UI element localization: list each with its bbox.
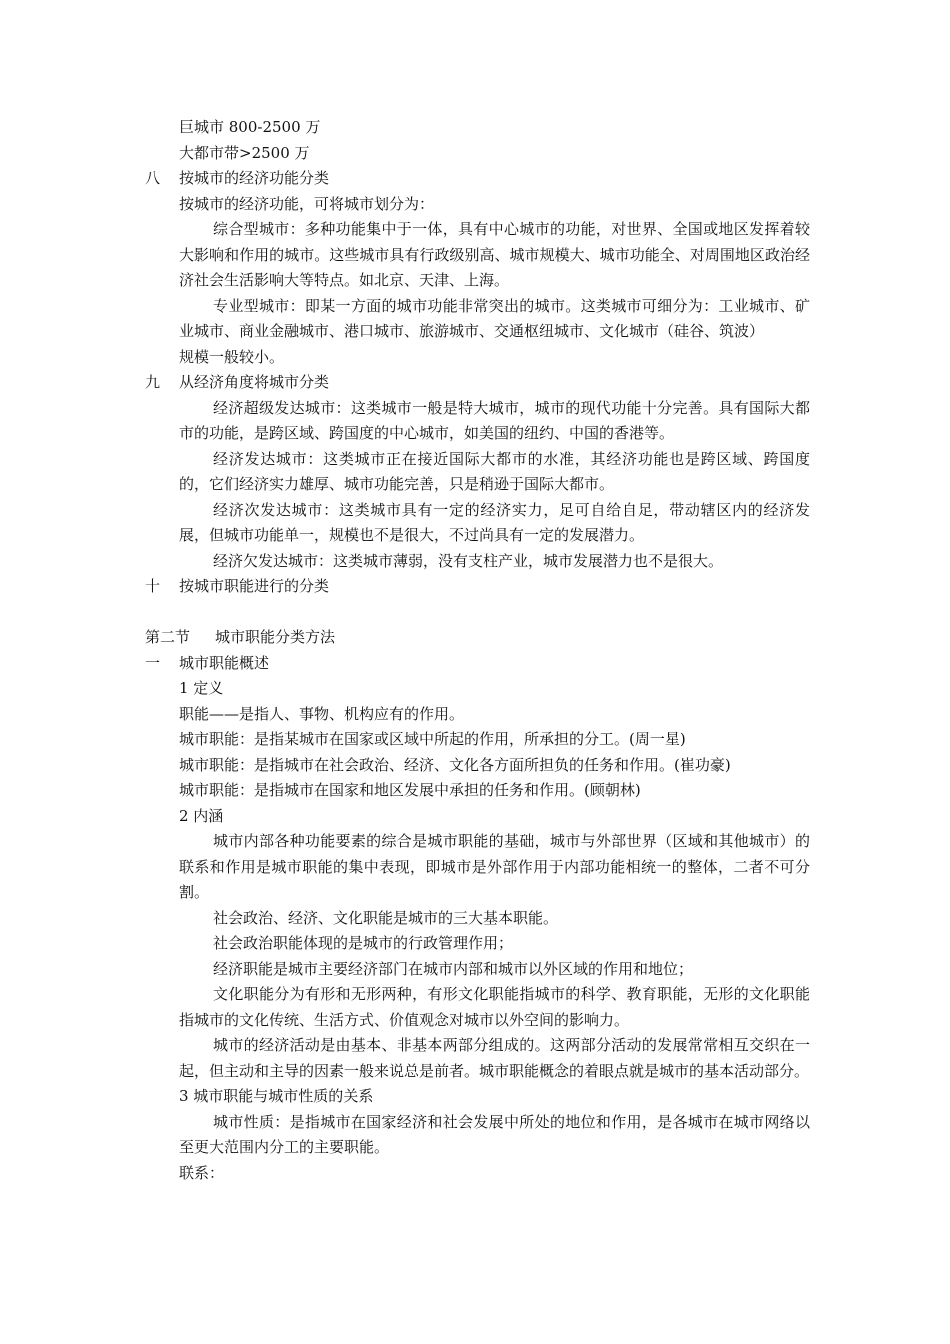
paragraph: 经济欠发达城市：这类城市薄弱，没有支柱产业，城市发展潜力也不是很大。 [213, 551, 724, 570]
text-line: 城市职能：是指城市在国家和地区发展中承担的任务和作用。(顾朝林) [179, 781, 641, 799]
heading-text: 按城市职能进行的分类 [179, 577, 330, 595]
heading-10 [145, 574, 810, 600]
section-title: 城市职能分类方法 [215, 628, 336, 646]
paragraph: 城市的经济活动是由基本、非基本两部分组成的。这两部分活动的发展常常相互交织在一起，但主动和主导的因素一般来说总是前者。城市职能概念的着眼点就是城市的基本活动部分。 [179, 1036, 810, 1080]
section-number: 第二节 [145, 628, 191, 646]
text-line: 城市职能：是指城市在社会政治、经济、文化各方面所担负的任务和作用。(崔功豪) [179, 755, 731, 774]
paragraph: 社会政治、经济、文化职能是城市的三大基本职能。 [213, 908, 559, 927]
section-heading [145, 625, 810, 651]
heading-number: 十 [145, 577, 161, 595]
heading-1 [145, 651, 810, 677]
text-line: 城市职能：是指某城市在国家或区域中所起的作用，所承担的分工。(周一星) [179, 730, 686, 748]
blank-line [145, 600, 810, 626]
document-body [145, 115, 810, 1186]
text-line: 大都市带>2500 万 [179, 143, 310, 162]
subheading: 1 定义 [179, 679, 224, 697]
text-line: 职能——是指人、事物、机构应有的作用。 [179, 704, 465, 723]
heading-8 [145, 166, 810, 192]
paragraph: 经济职能是城市主要经济部门在城市内部和城市以外区域的作用和地位； [213, 959, 694, 978]
text-line: 按城市的经济功能，可将城市划分为： [179, 194, 435, 213]
paragraph: 综合型城市：多种功能集中于一体，具有中心城市的功能，对世界、全国或地区发挥着较大影响和作用的城市。这些城市具有行政级别高、城市规模大、城市功能全、对周围地区政治经济社会生活影响大等特点。如北京、天津、上海。 [179, 220, 810, 289]
heading-text: 城市职能概述 [179, 653, 270, 672]
heading-9 [145, 370, 810, 396]
subheading: 2 内涵 [179, 806, 224, 825]
paragraph: 社会政治职能体现的是城市的行政管理作用； [213, 934, 514, 952]
heading-number: 八 [145, 169, 161, 187]
paragraph: 专业型城市：即某一方面的城市功能非常突出的城市。这类城市可细分为：工业城市、矿业城市、商业金融城市、港口城市、旅游城市、交通枢纽城市、文化城市（硅谷、筑波） [179, 296, 810, 340]
paragraph: 经济超级发达城市：这类城市一般是特大城市，城市的现代功能十分完善。具有国际大都市的功能，是跨区域、跨国度的中心城市，如美国的纽约、中国的香港等。 [179, 398, 810, 442]
heading-number: 一 [145, 653, 161, 672]
heading-number: 九 [145, 373, 161, 391]
text-line: 联系： [179, 1163, 225, 1182]
heading-text: 从经济角度将城市分类 [179, 373, 330, 391]
subheading: 3 城市职能与城市性质的关系 [179, 1087, 374, 1105]
paragraph: 城市性质：是指城市在国家经济和社会发展中所处的地位和作用，是各城市在城市网络以至更大范围内分工的主要职能。 [179, 1112, 810, 1156]
text-line: 巨城市 800-2500 万 [179, 118, 321, 136]
paragraph: 文化职能分为有形和无形两种，有形文化职能指城市的科学、教育职能，无形的文化职能指城市的文化传统、生活方式、价值观念对城市以外空间的影响力。 [179, 985, 810, 1029]
paragraph: 经济次发达城市：这类城市具有一定的经济实力，足可自给自足，带动辖区内的经济发展，但城市功能单一，规模也不是很大，不过尚具有一定的发展潜力。 [179, 500, 810, 544]
paragraph: 经济发达城市：这类城市正在接近国际大都市的水准，其经济功能也是跨区域、跨国度的，它们经济实力雄厚、城市功能完善，只是稍逊于国际大都市。 [179, 449, 810, 493]
text-line: 规模一般较小。 [179, 347, 285, 366]
heading-text: 按城市的经济功能分类 [179, 169, 330, 187]
paragraph: 城市内部各种功能要素的综合是城市职能的基础，城市与外部世界（区域和其他城市）的联系和作用是城市职能的集中表现，即城市是外部作用于内部功能相统一的整体，二者不可分割。 [179, 832, 810, 901]
